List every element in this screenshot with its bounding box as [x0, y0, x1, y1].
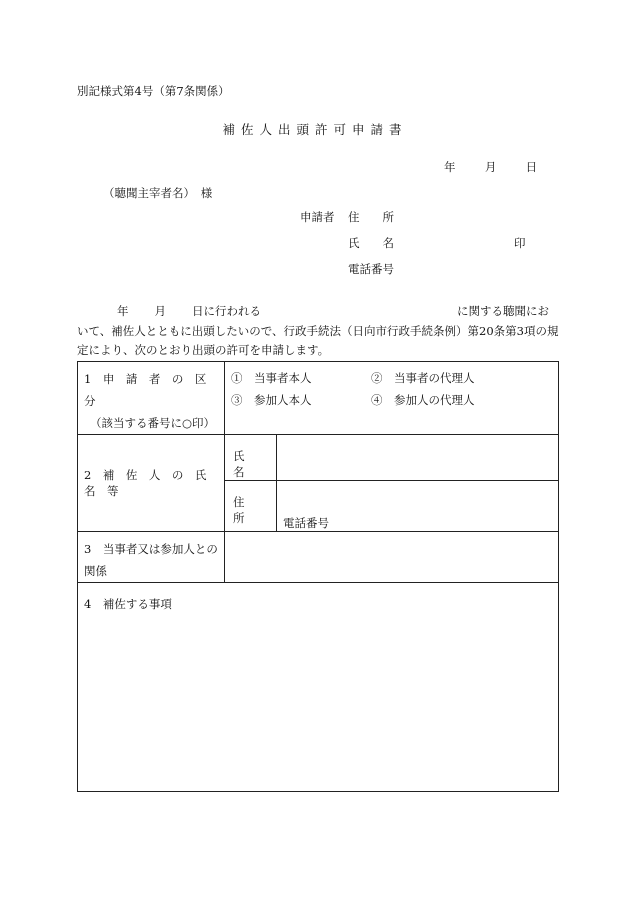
applicant-type-sublabel: （該当する番号に○印）: [90, 416, 216, 430]
date-day: 日: [525, 160, 538, 174]
assistant-address-label: 住 所: [225, 481, 277, 532]
body-line1-end: に関する聴聞にお: [457, 304, 549, 318]
seal-mark: 印: [514, 236, 526, 250]
assistant-label-cell: [78, 435, 225, 532]
relationship-label-cell: [78, 532, 225, 583]
relationship-field[interactable]: [225, 532, 559, 583]
assistant-label: 2 補 佐 人 の 氏 名 等: [84, 468, 218, 498]
assistant-address-field[interactable]: [277, 481, 559, 532]
option-party-self[interactable]: ① 当事者本人: [231, 371, 312, 385]
applicant-address-label: 住 所: [348, 210, 394, 224]
body-year: 年: [117, 304, 129, 318]
row-assist-matters: [78, 583, 559, 792]
option-participant-self[interactable]: ③ 参加人本人: [231, 393, 312, 407]
body-month: 月: [154, 304, 166, 318]
assist-matters-label: 4 補佐する事項: [84, 597, 172, 611]
option-participant-agent[interactable]: ④ 参加人の代理人: [371, 393, 475, 407]
addressee: （聴聞主宰者名） 様: [103, 186, 213, 200]
body-day-text: 日に行われる: [192, 304, 261, 318]
assistant-name-label: 氏 名: [225, 435, 277, 481]
row-applicant-type: [78, 362, 559, 435]
option-party-agent[interactable]: ② 当事者の代理人: [371, 371, 475, 385]
paragraph-line-3: 定により、次のとおり出頭の許可を申請します。: [77, 343, 330, 357]
relationship-label-line1: 3 当事者又は参加人との: [84, 542, 218, 556]
applicant-phone-label: 電話番号: [348, 262, 394, 276]
date-month: 月: [484, 160, 497, 174]
applicant-type-label-cell: [78, 362, 225, 435]
applicant-type-options: [225, 362, 559, 435]
paragraph-line-2: いて、補佐人とともに出頭したいので、行政手続法（日向市行政手続条例）第20条第3項の規: [77, 323, 559, 338]
assistant-name-field[interactable]: [277, 435, 559, 481]
paragraph-line-1: [77, 302, 557, 322]
application-table: [77, 361, 559, 792]
applicant-label: 申請者: [300, 210, 335, 224]
document-title: 補佐人出頭許可申請書: [222, 122, 408, 137]
assistant-phone-label: 電話番号: [283, 516, 329, 530]
row-relationship: [78, 532, 559, 583]
applicant-type-label: 1 申 請 者 の 区 分: [84, 372, 218, 408]
applicant-name-label: 氏 名: [348, 236, 394, 250]
date-year: 年: [444, 160, 456, 174]
relationship-label-line2: 関係: [84, 564, 107, 578]
date-line: [444, 162, 537, 174]
form-reference: 別記様式第4号（第7条関係）: [77, 84, 230, 98]
request-paragraph: [77, 302, 557, 361]
row-assistant-name: [78, 435, 559, 481]
assist-matters-cell[interactable]: [78, 583, 559, 792]
